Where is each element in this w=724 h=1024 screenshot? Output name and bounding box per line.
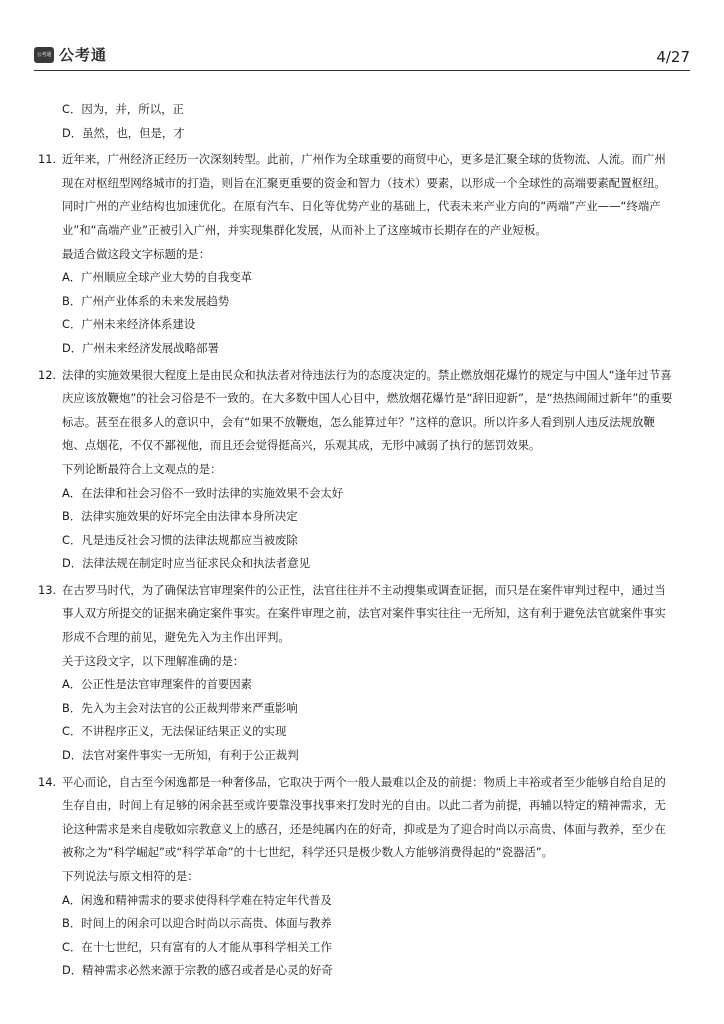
stem-line: 生存自由，时间上有足够的闲余甚至或许要靠没事找事来打发时光的自由。以此二者为前提，再辅以特定的精神需求，无 [62,798,666,813]
question-11 [38,148,690,242]
option-a: A．广州顺应全球产业大势的自我变革 [62,270,253,285]
stem-line: 论这种需求是来自虔敬如宗教意义上的感召，还是纯属内在的好奇，抑或是为了迎合时尚以示高贵、体面与教养，至少在 [62,821,666,836]
option-d: D．精神需求必然来源于宗教的感召或者是心灵的好奇 [62,963,333,978]
stem-line: 同时广州的产业结构也加速优化。在原有汽车、日化等优势产业的基础上，代表未来产业方向的“两端”产业——“终端产 [62,199,661,214]
option-c: C．不讲程序正义，无法保证结果正义的实现 [62,724,287,739]
stem-line: 庆应该放鞭炮”的社会习俗是不一致的。在大多数中国人心目中，燃放烟花爆竹是“辞旧迎新”，是“热热闹闹过新年”的重要 [62,391,673,406]
stem-line: 事人双方所提交的证据来确定案件事实。在案件审理之前，法官对案件事实往往一无所知，这有利于避免法官就案件事实 [62,606,666,621]
question-prompt: 最适合做这段文字标题的是： [62,246,211,261]
question-14 [38,771,690,865]
logo-mark-icon: 公考通 [34,47,54,63]
question-prompt: 下列论断最符合上文观点的是： [62,461,222,476]
option-b: B．法律实施效果的好坏完全由法律本身所决定 [62,509,298,524]
option-d: D．法官对案件事实一无所知，有利于公正裁判 [62,748,299,763]
option-b: B．广州产业体系的未来发展趋势 [62,293,230,308]
stem-line: 在古罗马时代，为了确保法官审理案件的公正性，法官往往并不主动搜集或调查证据，而只是在案件审判过程中，通过当 [62,582,666,597]
question-number: 13. [38,582,57,597]
option-d-prev: D．虽然，也，但是，才 [62,125,185,140]
option-a: A．在法律和社会习俗不一致时法律的实施效果不会太好 [62,485,344,500]
stem-line: 炮、点烟花，不仅不鄙视他，而且还会觉得挺高兴，乐观其成，无形中减弱了执行的惩罚效果。 [62,438,541,453]
document-body [38,98,690,983]
question-number: 12. [38,367,57,382]
question-12 [38,364,690,458]
brand-logo [34,44,107,65]
question-number: 11. [38,152,57,167]
option-d: D．法律法规在制定时应当征求民众和执法者意见 [62,556,310,571]
option-c: C．广州未来经济体系建设 [62,317,196,332]
question-prompt: 下列说法与原文相符的是： [62,869,199,883]
stem-line: 形成不合理的前见，避免先入为主作出评判。 [62,630,290,645]
question-prompt: 关于这段文字，以下理解准确的是： [62,653,245,668]
option-c: C．在十七世纪，只有富有的人才能从事科学相关工作 [62,939,332,954]
option-d: D．广州未来经济发展战略部署 [62,340,219,355]
question-number: 14. [38,774,57,789]
stem-line: 法律的实施效果很大程度上是由民众和执法者对待违法行为的态度决定的。禁止燃放烟花爆竹的规定与中国人“逢年过节喜 [62,367,672,382]
question-13 [38,579,690,650]
option-b: B．先入为主会对法官的公正裁判带来严重影响 [62,700,298,715]
stem-line: 标志。甚至在很多人的意识中，会有“如果不放鞭炮，怎么能算过年？”这样的意识。所以许多人看到别人违反法规放鞭 [62,414,655,429]
stem-line: 被称之为“科学崛起”或“科学革命”的十七世纪，科学还只是极少数人方能够消费得起的“瓷器活”。 [62,845,554,860]
stem-line: 平心而论，自古至今闲逸都是一种奢侈品，它取决于两个一般人最难以企及的前提：物质上丰裕或者至少能够自给自足的 [62,774,666,789]
stem-line: 现在对枢纽型网络城市的打造，则旨在汇聚更重要的资金和智力（技术）要素，以形成一个全球性的高端要素配置枢纽。 [62,175,666,190]
option-c-prev: C．因为，并，所以，正 [62,102,184,116]
stem-line: 业”和“高端产业”正被引入广州，并实现集群化发展，从而补上了这座城市长期存在的产业短板。 [62,222,547,237]
option-a: A．闲逸和精神需求的要求使得科学难在特定年代普及 [62,892,332,907]
option-b: B．时间上的闲余可以迎合时尚以示高贵、体面与教养 [62,916,332,931]
brand-name: 公考通 [59,46,108,64]
stem-line: 近年来，广州经济正经历一次深刻转型。此前，广州作为全球重要的商贸中心，更多是汇聚全球的货物流、人流。而广州 [62,152,666,167]
option-a: A．公正性是法官审理案件的首要因素 [62,677,253,692]
page-header [34,38,690,71]
option-c: C．凡是违反社会习惯的法律法规都应当被废除 [62,532,298,547]
page-number: 4/27 [656,48,690,66]
